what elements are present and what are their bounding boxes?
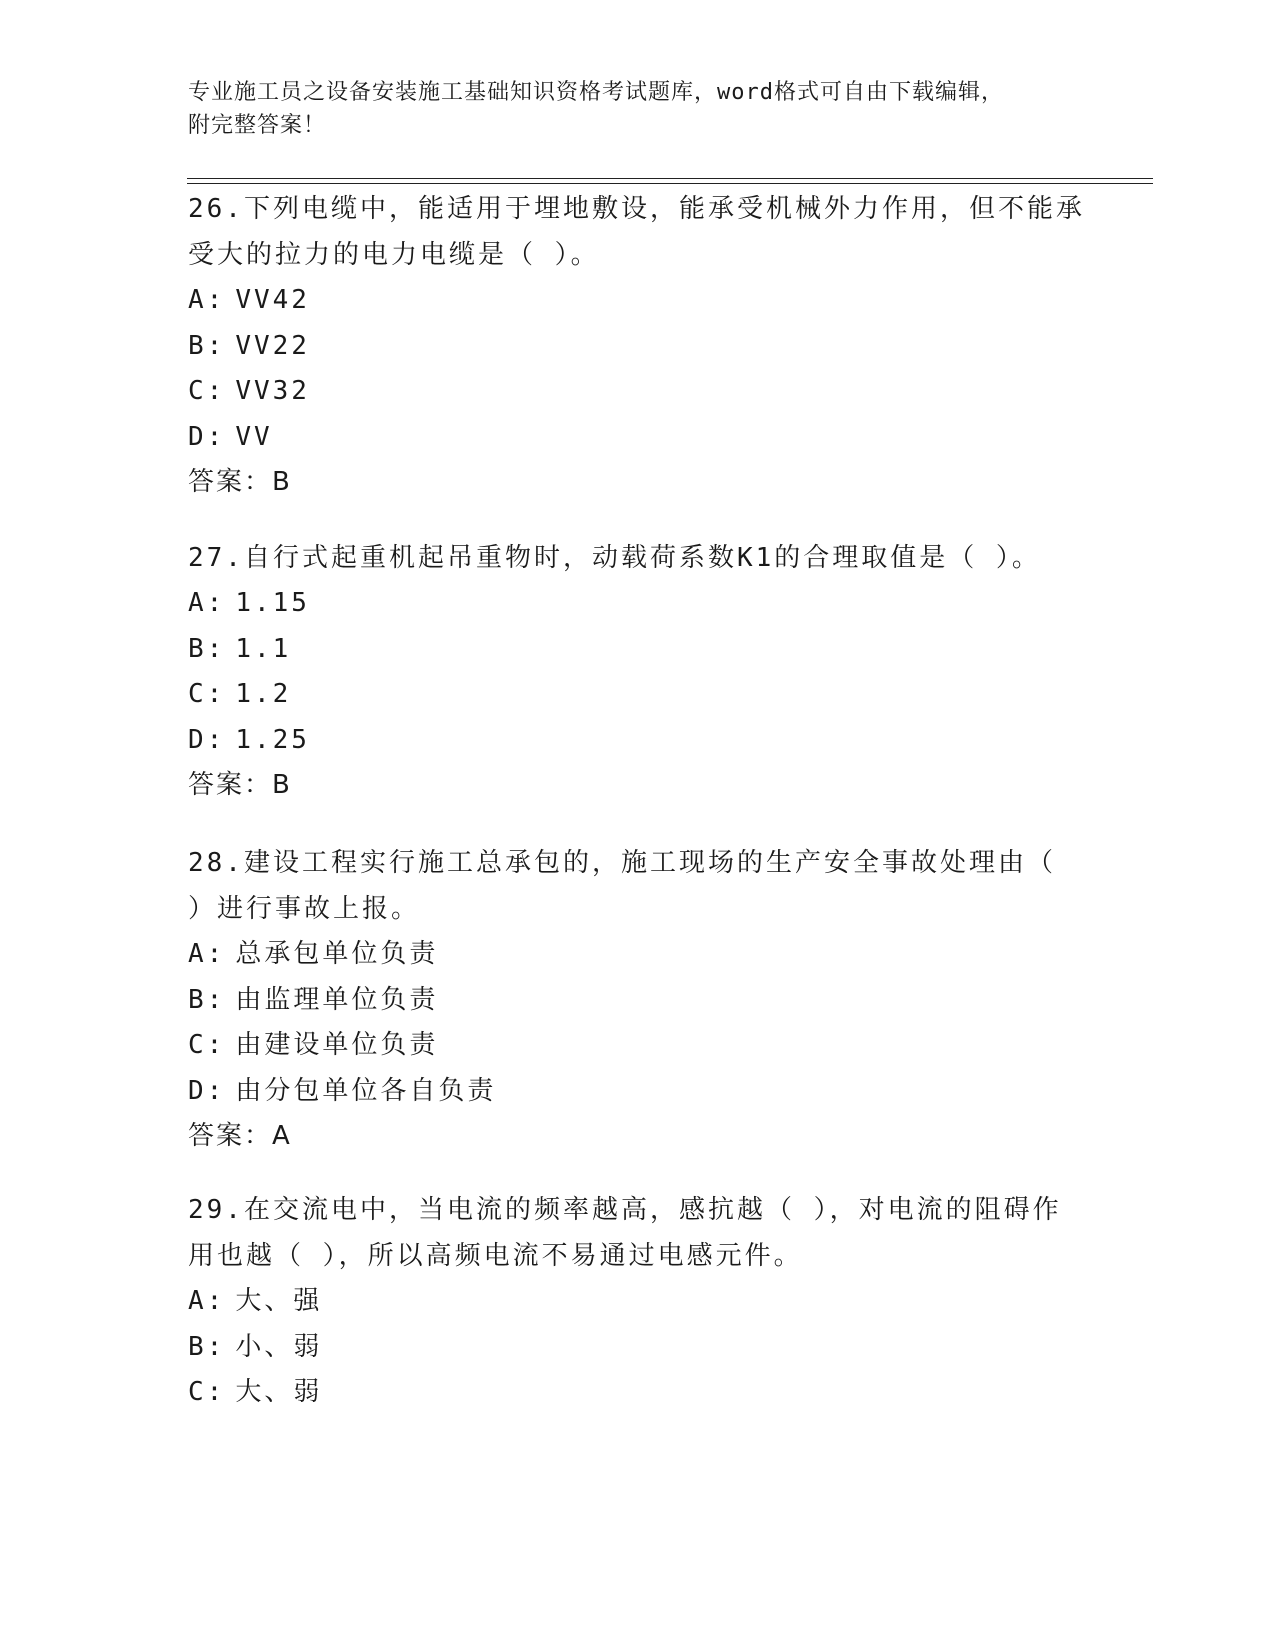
option-value: 由建设单位负责	[235, 1030, 439, 1060]
option-key: A:	[188, 1286, 226, 1316]
option-value: 大、强	[235, 1286, 323, 1316]
answer-line: 答案：B	[188, 467, 292, 497]
option-value: VV42	[235, 285, 310, 315]
option-value: VV	[235, 421, 273, 452]
option-key: D:	[188, 1075, 226, 1106]
option-key: D:	[188, 724, 226, 755]
option-value: VV22	[235, 330, 310, 361]
option-value: 1.25	[235, 724, 310, 755]
question-text-line-1: 26.下列电缆中，能适用于埋地敷设，能承受机械外力作用，但不能承	[188, 194, 1085, 224]
option-d	[188, 1069, 1088, 1115]
option-value: 总承包单位负责	[235, 939, 439, 969]
option-value: 1.15	[235, 588, 310, 618]
header-divider-bottom	[187, 183, 1153, 184]
document-header	[188, 76, 1068, 142]
option-key: B:	[188, 984, 226, 1015]
question-28	[188, 840, 1088, 1160]
option-c	[188, 369, 1088, 415]
question-29	[188, 1187, 1088, 1416]
header-divider-top	[187, 178, 1153, 179]
option-b	[188, 978, 1088, 1024]
option-value: VV32	[235, 376, 310, 406]
option-key: A:	[188, 939, 226, 969]
question-26	[188, 186, 1088, 506]
option-key: A:	[188, 285, 226, 315]
question-text-line-1: 27.自行式起重机起吊重物时，动载荷系数K1的合理取值是（ ）。	[188, 543, 1041, 573]
option-a	[188, 581, 1088, 627]
option-d	[188, 718, 1088, 764]
question-text-line-1: 29.在交流电中，当电流的频率越高，感抗越（ ），对电流的阻碍作	[188, 1195, 1062, 1225]
question-text-line-1: 28.建设工程实行施工总承包的，施工现场的生产安全事故处理由（	[188, 848, 1056, 878]
option-a	[188, 1279, 1088, 1325]
option-a	[188, 932, 1088, 978]
option-key: B:	[188, 633, 226, 664]
question-text-line-2: ）进行事故上报。	[188, 894, 421, 924]
question-27	[188, 535, 1088, 809]
option-key: B:	[188, 330, 226, 361]
option-value: 1.1	[235, 633, 292, 664]
answer-line: 答案：B	[188, 770, 292, 800]
option-b	[188, 324, 1088, 370]
option-value: 1.2	[235, 679, 292, 709]
option-b	[188, 1325, 1088, 1371]
header-line-2: 附完整答案！	[188, 113, 327, 138]
option-key: B:	[188, 1331, 226, 1362]
option-c	[188, 1370, 1088, 1416]
option-c	[188, 672, 1088, 718]
option-key: C:	[188, 1377, 226, 1407]
header-line-1: 专业施工员之设备安装施工基础知识资格考试题库，word格式可自由下载编辑，	[188, 80, 1004, 105]
option-value: 由监理单位负责	[235, 984, 439, 1015]
option-key: C:	[188, 376, 226, 406]
question-text-line-2: 用也越（ ），所以高频电流不易通过电感元件。	[188, 1241, 803, 1271]
option-value: 小、弱	[235, 1331, 323, 1362]
option-key: C:	[188, 679, 226, 709]
option-key: D:	[188, 421, 226, 452]
option-b	[188, 627, 1088, 673]
option-value: 由分包单位各自负责	[235, 1075, 497, 1106]
question-text-line-2: 受大的拉力的电力电缆是（ ）。	[188, 240, 600, 270]
option-c	[188, 1023, 1088, 1069]
answer-line: 答案：A	[188, 1121, 292, 1151]
option-key: C:	[188, 1030, 226, 1060]
option-key: A:	[188, 588, 226, 618]
option-value: 大、弱	[235, 1377, 323, 1407]
option-d	[188, 415, 1088, 461]
option-a	[188, 278, 1088, 324]
